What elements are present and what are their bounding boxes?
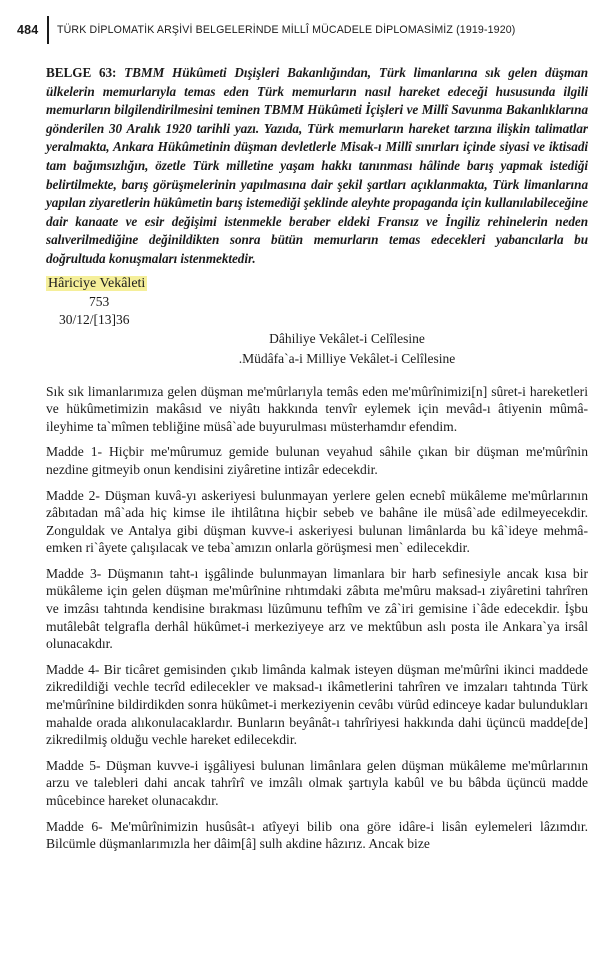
- paragraph-article-6: Madde 6- Me'mûrînimizin husûsât-ı atîyeyi bilib ona göre idâre-i lisân eylemeleri lâzımdır. Bilcümle düşmanlarımızla her dâim[â] sulh akdine hâzırız. Ancak bize: [46, 818, 588, 852]
- running-header: [0, 14, 606, 44]
- header-divider: [47, 16, 49, 44]
- addressee-2: .Müdâfa`a-i Milliye Vekâlet-i Celîlesine: [238, 350, 456, 366]
- paragraph-article-3: Madde 3- Düşmanın taht-ı işgâlinde bulunmayan limanlara bir harb sefinesiyle ancak kısa bir mükâleme için gelen düşman me'mûrînine rıhtımdaki zâbıta me'mûru maksad-ı ziyâretini tahrîren ve imzâsı tahtında kendisine bırakması lüzûmunu tefhîm ve zâ`iri gemisine i`âde edecekdir. İşbu mutâlebât telgrafla derhâl hükûmet-i merkeziyeye arz ve mektûbun aslı posta ile Ankara`ya irsâl olunacakdır.: [46, 565, 588, 652]
- paragraph-article-2: Madde 2- Düşman kuvâ-yı askeriyesi bulunmayan yerlere gelen ecnebî mükâleme me'mûrlarının zâbıtadan mâ`ada hiç kimse ile ihtilâtına hiçbir sebeb ve bahâne ile müsâ`ade edilmeyecekdir. Zonguldak ve Antalya gibi düşman kuvve-i askeriyesi bulunan limânlarda bu kâ`ideye mehmâ-emken ri`âyete çalışılacak ve teba`amızın onlarla görüşmesi men` edilecekdir.: [46, 487, 588, 556]
- running-title: TÜRK DİPLOMATİK ARŞİVİ BELGELERİNDE MİLLÎ MÜCADELE DİPLOMASİMİZ (1919-1920): [57, 24, 516, 36]
- summary-text: TBMM Hükûmeti Dışişleri Bakanlığından, Türk limanlarına sık gelen düşman ülkelerin memurlarıyla temas eden Türk memurların nasıl hareket edeceği hususunda ilgili memurların bilgilendirilmesini teminen TBMM Hükûmeti İçişleri ve Millî Savunma Bakanlıklarına gönderilen 30 Aralık 1920 tarihli yazı. Yazıda, Türk memurların hareket tarzına ilişkin talimatlar yeralmakta, Ankara Hükûmetinin düşman devletlerle Misak-ı Millî sınırları içinde siyasi ve iktisadi tam bağımsızlığın, özetle Türk milletine yaşam hakkı tanınması hâlinde barış yapmak istediği belirtilmekte, barış görüşmelerinin yapılmasına dair şekil şartları açıklanmakta, Türk limanlarına yapılan ziyaretlerin hükûmetin barış istemediği şeklinde aleyhte propaganda için kullanılabileceğine dair kanaate ve esir değişimi istenmekle beraber eldeki Fransız ve İngiliz rehinelerin neden salıverilmediğine değinildikten sonra bütün memurların temas edecekleri yabancılarla bu doğrultuda konuşmaları istenmektedir.: [46, 65, 588, 266]
- document-summary: [46, 64, 588, 269]
- paragraph-intro: Sık sık limanlarımıza gelen düşman me'mûrlarıyla temâs eden me'mûrînimizi[n] sûret-i hareketleri ve hükûmetimizin makâsıd ve niyâtı hakkında tenvîr eylemek için mevâd-ı âtiyenin mûmâ-ileyhime ta`mîmen tebliğine müsâ`ade buyurulması müsterhamdır efendim.: [46, 383, 588, 434]
- document-label: BELGE 63:: [46, 65, 117, 80]
- paragraph-article-4: Madde 4- Bir ticâret gemisinden çıkıb limânda kalmak isteyen düşman me'mûrîni ikinci maddede zikredildiği vechle tecrîd edilecekler ve maksad-ı ikâmetlerini tahrîren ve imzaları tahtında Türk me'mûrînine bildirdikden sonra hükûmet-i merkeziyenin cevâbı vürûd edinceye kadar bulundukları mahalde orada alıkonulacaklardır. Bunların beyânât-ı tahrîriyesi hakkında dahi üçüncü madde[de] zikredilmiş olduğu vechle hareket edilecekdir.: [46, 661, 588, 748]
- document-body: [46, 64, 588, 853]
- document-number: 753: [89, 293, 110, 309]
- addressee-1: Dâhiliye Vekâlet-i Celîlesine: [269, 330, 425, 346]
- paragraph-article-5: Madde 5- Düşman kuvve-i işgâliyesi bulunan limânlara gelen düşman mükâleme me'mûrlarının arzu ve talebleri dahi ancak tahrîrî ve imzâlı olmak şartıyla kabûl ve bu bâbda üçüncü madde mûcebince hareket olunacakdır.: [46, 757, 588, 808]
- document-date: 30/12/[13]36: [59, 311, 130, 327]
- page-number: 484: [17, 23, 39, 37]
- paragraph-article-1: Madde 1- Hiçbir me'mûrumuz gemide bulunan veyahud sâhile çıkan bir düşman me'mûrînin nezdine gitmeyib onun kendisini ziyâretine intizâr edecekdir.: [46, 444, 588, 477]
- sender-line: [46, 275, 588, 293]
- sender-highlight: Hâriciye Vekâleti: [48, 275, 146, 291]
